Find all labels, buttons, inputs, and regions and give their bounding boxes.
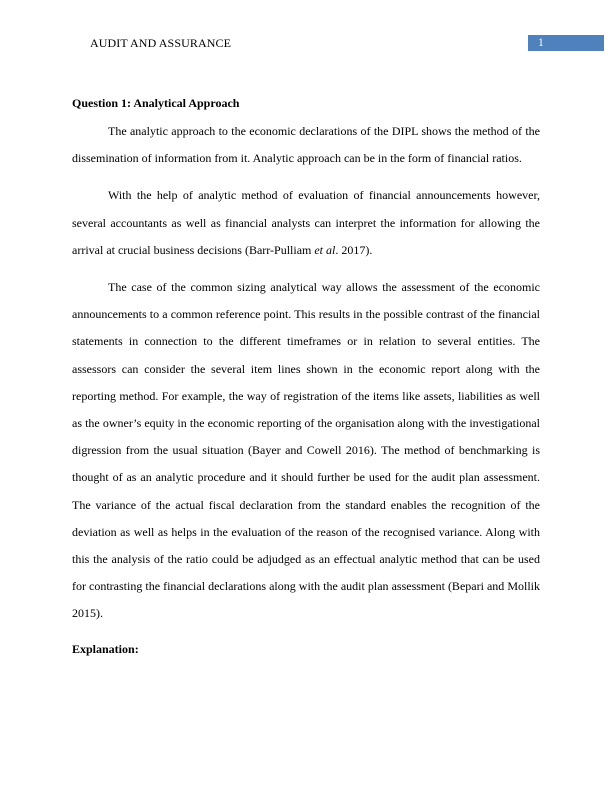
citation-et-al: et al bbox=[314, 242, 336, 257]
paragraph-analytic-approach: The analytic approach to the economic declarations of the DIPL shows the method of the dissemination of information from it. Analytic approach can be in the form of financial ratios. bbox=[72, 124, 540, 166]
paragraph-text-end: . 2017). bbox=[335, 242, 373, 257]
paragraph-financial-announcements bbox=[72, 182, 540, 264]
section-heading-question-1: Question 1: Analytical Approach bbox=[72, 96, 240, 110]
paragraph-common-sizing: The case of the common sizing analytical way allows the assessment of the economic announcements to a common reference point. This results in the possible contrast of the financial statements in connection to the different timeframes or in relation to several entities. The assessors can consider the several item lines shown in the economic report along with the reporting method. For example, the way of registration of the items like assets, liabilities as well as the owner’s equity in the economic reporting of the organisation along with the investigational digression from the usual situation (Bayer and Cowell 2016). The method of benchmarking is thought of as an analytic procedure and it should further be used for the audit plan assessment. The variance of the actual fiscal declaration from the standard enables the recognition of the deviation as well as helps in the evaluation of the reason of the recognised variance. Along with this the analysis of the ratio could be adjudged as an effectual analytic method that can be used for contrasting the financial declarations along with the audit plan assessment (Bepari and Mollik 2015). bbox=[72, 280, 540, 621]
running-head: AUDIT AND ASSURANCE bbox=[90, 36, 232, 50]
paragraph-text: With the help of analytic method of evaluation of financial announcements however, several accountants as well as financial analysts can interpret the information for allowing the arrival at crucial business decisions (Barr-Pulliam bbox=[72, 188, 540, 257]
page-number: 1 bbox=[538, 37, 544, 49]
document-body bbox=[72, 94, 540, 664]
section-heading-explanation: Explanation: bbox=[72, 641, 139, 656]
page-number-badge bbox=[528, 35, 604, 51]
